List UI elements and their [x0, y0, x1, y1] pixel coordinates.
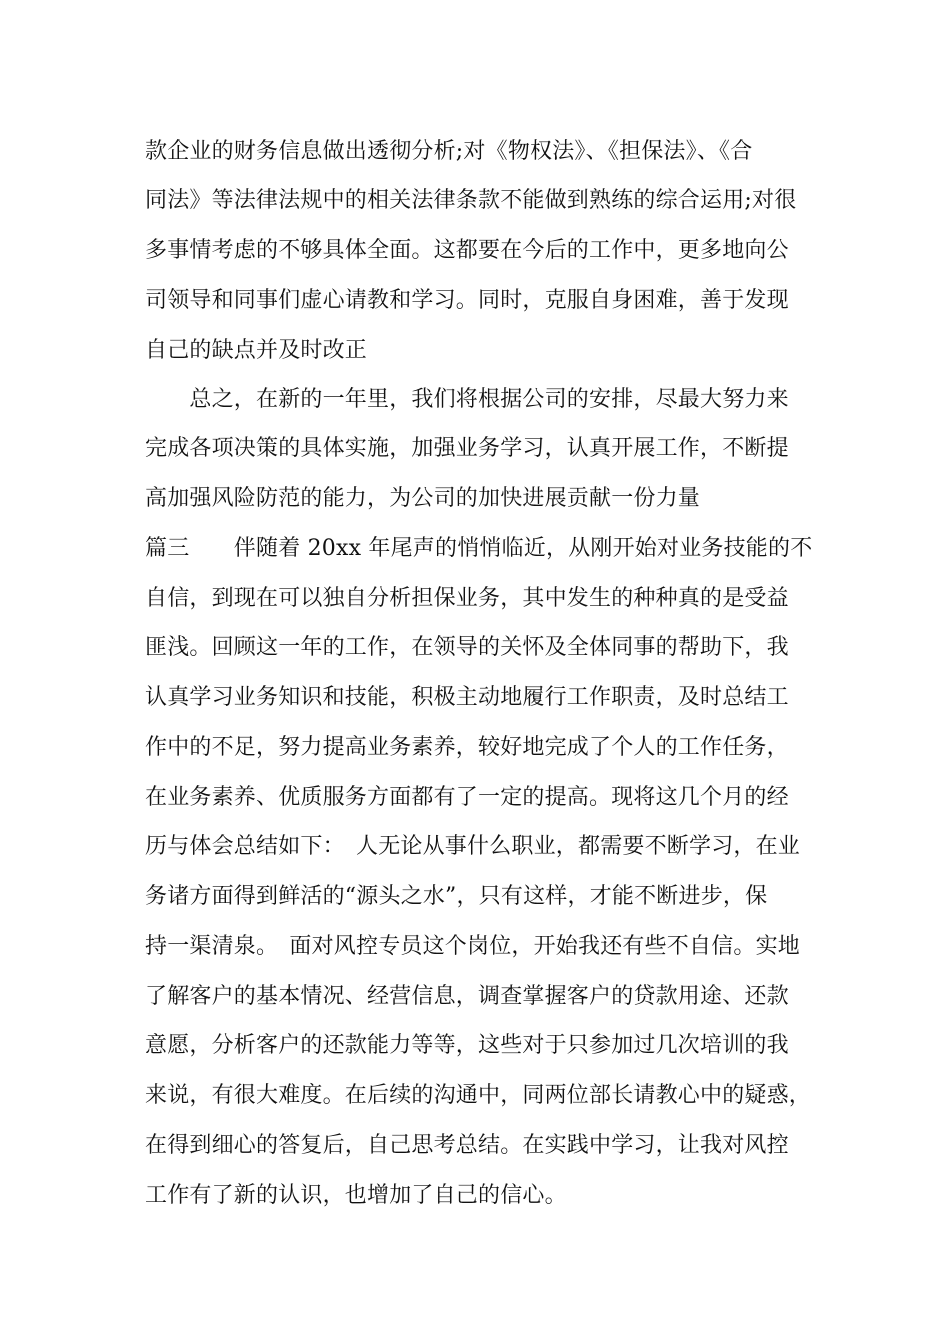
text-line: 款企业的财务信息做出透彻分析;对《物权法》、《担保法》、《合	[145, 139, 753, 164]
text-line: 意愿，分析客户的还款能力等等，这些对于只参加过几次培训的我	[145, 1033, 789, 1058]
text-line: 在得到细心的答复后，自己思考总结。在实践中学习，让我对风控	[145, 1133, 789, 1158]
text-line: 同法》等法律法规中的相关法律条款不能做到熟练的综合运用;对很	[145, 188, 797, 213]
text-line: 司领导和同事们虚心请教和学习。同时，克服自身困难，善于发现	[145, 288, 789, 313]
text-line: 历与体会总结如下： 人无论从事什么职业，都需要不断学习，在业	[145, 834, 801, 859]
text-line: 自信，到现在可以独自分析担保业务，其中发生的种种真的是受益	[145, 586, 789, 611]
text-line: 作中的不足，努力提高业务素养，较好地完成了个人的工作任务，	[145, 735, 789, 760]
text-line: 多事情考虑的不够具体全面。这都要在今后的工作中，更多地向公	[145, 238, 789, 263]
text-line: 高加强风险防范的能力，为公司的加快进展贡献一份力量	[145, 486, 701, 511]
text-line: 完成各项决策的具体实施，加强业务学习，认真开展工作，不断提	[145, 436, 789, 461]
text-line: 工作有了新的认识，也增加了自己的信心。	[145, 1183, 567, 1208]
text-line: 总之，在新的一年里，我们将根据公司的安排，尽最大努力来	[145, 387, 789, 412]
text-line: 持一渠清泉。 面对风控专员这个岗位，开始我还有些不自信。实地	[145, 934, 801, 959]
text-line: 来说，有很大难度。在后续的沟通中，同两位部长请教心中的疑惑，	[145, 1083, 812, 1108]
text-line: 在业务素养、优质服务方面都有了一定的提高。现将这几个月的经	[145, 785, 789, 810]
text-line: 自己的缺点并及时改正	[145, 338, 368, 363]
text-line: 认真学习业务知识和技能，积极主动地履行工作职责，及时总结工	[145, 685, 789, 710]
text-line: 了解客户的基本情况、经营信息，调查掌握客户的贷款用途、还款	[145, 984, 789, 1009]
text-line: 匪浅。回顾这一年的工作，在领导的关怀及全体同事的帮助下，我	[145, 635, 789, 660]
text-line: 务诸方面得到鲜活的“源头之水”，只有这样，才能不断进步，保	[145, 884, 768, 909]
section-heading-line: 篇三 伴随着 20xx 年尾声的悄悄临近，从刚开始对业务技能的不	[145, 536, 813, 561]
